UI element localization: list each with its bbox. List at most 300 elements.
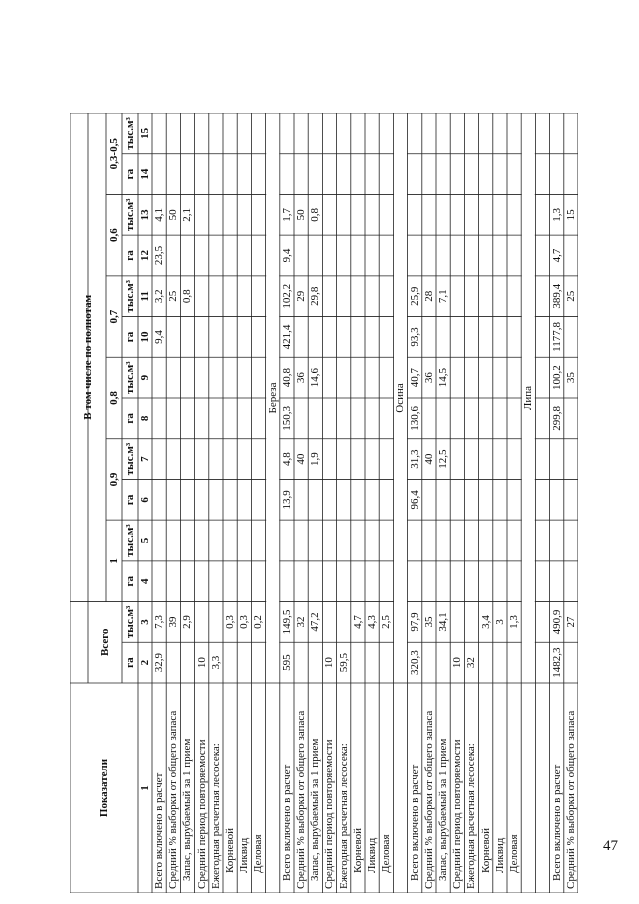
table-cell [564,317,578,358]
table-cell [337,113,351,154]
table-cell [223,276,237,317]
table-cell [564,561,578,602]
table-cell [195,561,209,602]
table-cell [166,479,180,520]
table-cell [237,154,251,195]
table-cell: 50 [167,209,180,221]
table-cell: 10 [195,657,208,669]
table-cell [507,357,521,398]
table-cell [507,317,521,358]
table-cell [195,317,209,358]
table-cell: 4,7 [550,248,563,263]
table-cell: 4,8 [280,452,293,466]
row-label: Ежегодная расчетная лесосека: [465,743,478,889]
table-cell [535,398,549,439]
table-cell [450,113,464,154]
table-cell [351,113,365,154]
table-cell [507,398,521,439]
table-cell: 4,7 [351,615,364,629]
table-cell [450,194,464,235]
table-cell: 1482,3 [550,647,563,678]
table-cell [209,357,223,398]
table-cell: 93,3 [408,327,421,347]
row-label: Средний % выборки от общего запаса [564,710,577,889]
table-cell [152,561,166,602]
table-cell [550,113,564,154]
table-cell [337,154,351,195]
table-cell: 28 [422,290,435,302]
table-cell [152,439,166,480]
row-label [535,685,549,889]
table-cell: 4,1 [153,207,165,222]
table-cell [535,194,549,235]
table-cell [464,357,478,398]
table-cell [337,357,351,398]
table-cell [564,154,578,195]
table-cell [308,561,322,602]
table-cell [166,113,180,154]
table-cell [379,561,393,602]
table-cell [237,113,251,154]
table-cell: 96,4 [408,490,421,510]
table-cell [251,398,265,439]
table-cell [493,194,507,235]
col-number-4: 4 [139,578,151,584]
table-cell [450,439,464,480]
table-cell [251,317,265,358]
table-cell [166,439,180,480]
table-cell [507,154,521,195]
table-cell [507,561,521,602]
col-number-7: 7 [139,456,151,462]
table-cell [237,317,251,358]
table-cell [450,479,464,520]
table-cell [166,520,180,561]
section-title: Липа [522,385,535,411]
col-number-6: 6 [139,497,151,503]
table-cell [166,154,180,195]
table-cell [365,276,379,317]
table-cell: 14,5 [437,368,449,388]
table-cell [223,398,237,439]
table-cell [351,520,365,561]
row-label: Корневой [351,827,364,873]
table-cell [535,520,549,561]
table-cell [195,194,209,235]
table-cell [322,561,336,602]
table-cell [493,113,507,154]
table-cell: 34,1 [437,612,449,632]
table-cell [223,561,237,602]
table-cell [280,154,294,195]
table-cell [337,520,351,561]
table-cell [365,194,379,235]
table-cell [450,561,464,602]
table-cell [223,357,237,398]
table-cell [550,439,564,480]
table-cell [308,520,322,561]
row-label: Запас, вырубаемый за 1 прием [437,738,449,881]
table-cell [422,520,436,561]
table-cell [351,357,365,398]
table-cell [337,561,351,602]
vol-unit: тыс.м³ [124,361,136,394]
table-cell [422,479,436,520]
table-cell [422,317,436,358]
table-cell [464,194,478,235]
table-cell [464,113,478,154]
row-label: Деловая [380,834,393,873]
row-label: Корневой [479,827,492,873]
table-cell [180,357,194,398]
table-cell [379,520,393,561]
table-cell [237,642,251,683]
forest-density-table [70,113,578,893]
table-cell [479,113,493,154]
table-cell: 1,9 [309,452,322,466]
table-cell [195,235,209,276]
table-cell [322,194,336,235]
table-cell: 10 [323,657,336,669]
table-cell: 35 [564,372,577,384]
table-cell [237,398,251,439]
row-label: Ликвид [366,837,378,873]
table-cell [436,520,450,561]
row-label: Средний % выборки от общего запаса [295,710,307,889]
table-cell [337,276,351,317]
table-cell [365,520,379,561]
table-cell [535,235,549,276]
table-cell [195,602,209,643]
table-cell: 59,5 [337,653,350,673]
table-cell [152,479,166,520]
table-cell [351,317,365,358]
table-cell [464,154,478,195]
table-cell [237,479,251,520]
table-cell [365,317,379,358]
table-cell [436,235,450,276]
table-cell: 35 [422,616,435,628]
table-cell [251,439,265,480]
table-cell [322,154,336,195]
table-cell: 389,4 [550,283,563,309]
col-number-9: 9 [139,374,151,381]
table-cell: 40,7 [408,368,421,388]
table-cell [535,561,549,602]
table-cell [479,561,493,602]
table-cell [322,439,336,480]
table-cell: 2,5 [380,615,393,629]
table-cell [251,642,265,683]
table-cell [337,235,351,276]
table-cell [493,235,507,276]
table-cell [308,398,322,439]
table-cell [493,479,507,520]
table-cell [479,479,493,520]
row-label: Ликвид [238,837,251,873]
table-rotation-frame [70,113,578,893]
ha-unit: га [124,250,136,261]
table-cell [479,439,493,480]
table-cell [436,642,450,683]
ha-unit: га [124,575,136,587]
table-cell [464,439,478,480]
table-cell [251,113,265,154]
table-cell [479,398,493,439]
row-label: Всего включено в расчет [153,772,165,889]
table-cell [237,520,251,561]
table-cell [535,154,549,195]
table-cell: 9,4 [280,248,293,263]
table-cell [237,235,251,276]
table-cell: 40 [422,453,435,465]
table-cell [450,520,464,561]
table-cell [479,520,493,561]
table-cell [294,317,308,358]
table-cell [237,561,251,602]
table-cell [180,113,194,154]
table-cell [365,439,379,480]
table-cell [408,235,422,276]
table-cell [237,194,251,235]
row-label: Средний период повторяемости [451,739,464,889]
indicators-header: Показатели [98,758,110,818]
table-cell [351,561,365,602]
table-cell: 40 [295,453,307,465]
table-cell [564,113,578,154]
table-cell [436,194,450,235]
table-cell [166,398,180,439]
table-cell [408,113,422,154]
density-label-4: 0,6 [108,228,120,243]
table-cell: 1177,8 [550,322,563,352]
table-cell [464,602,478,643]
table-cell [166,561,180,602]
table-cell [564,439,578,480]
table-cell [195,113,209,154]
table-cell [479,154,493,195]
row-label: Всего включено в расчет [280,764,293,881]
table-cell [479,317,493,358]
table-cell [436,561,450,602]
table-cell: 97,9 [408,612,421,632]
density-label-2: 0,8 [108,391,120,405]
table-cell [535,642,549,683]
table-cell [507,642,521,683]
table-cell [550,520,564,561]
col-number-1: 1 [139,785,151,791]
vol-unit: тыс.м³ [124,524,136,557]
table-cell [209,194,223,235]
table-cell [294,154,308,195]
table-cell [294,398,308,439]
table-cell: 25 [564,290,577,302]
table-cell [223,154,237,195]
table-cell [379,235,393,276]
table-cell [195,276,209,317]
col-number-5: 5 [139,537,151,544]
vol-unit: тыс.м³ [124,605,136,639]
table-cell [408,154,422,195]
table-cell [379,276,393,317]
table-cell [195,357,209,398]
table-cell [209,317,223,358]
table-cell [379,479,393,520]
table-cell [379,113,393,154]
row-label: Ежегодная расчетная лесосека: [337,743,350,889]
table-cell: 32 [465,657,478,669]
table-cell: 29 [295,290,307,302]
table-cell [337,479,351,520]
table-cell [166,357,180,398]
col-number-12: 12 [139,250,151,262]
by-density-header: В том числе по полнотам [82,294,94,420]
table-cell [209,113,223,154]
density-label-1: 0,9 [108,472,120,487]
table-cell [479,235,493,276]
table-cell: 25,9 [408,286,421,306]
table-cell [322,602,336,643]
table-cell [365,479,379,520]
table-cell: 23,5 [153,245,165,266]
vol-unit: тыс.м³ [124,442,136,476]
vol-unit: тыс.м³ [124,198,136,232]
col-number-11: 11 [139,291,151,302]
table-cell [507,235,521,276]
table-cell: 320,3 [408,650,421,676]
table-cell: 0,3 [238,615,251,629]
table-cell: 36 [422,372,435,384]
table-cell [507,194,521,235]
table-cell [152,154,166,195]
table-cell: 50 [295,209,307,221]
table-cell: 27 [564,616,577,628]
table-cell [180,398,194,439]
table-cell [493,439,507,480]
table-cell: 130,6 [408,406,421,431]
table-cell [209,520,223,561]
table-cell [450,602,464,643]
row-label: Средний % выборки от общего запаса [422,710,435,889]
row-label: Корневой [224,827,236,873]
table-cell [507,113,521,154]
table-cell: 150,3 [280,406,293,431]
table-cell [166,642,180,683]
density-label-0: 1 [108,558,120,564]
table-cell: 9,4 [153,330,165,344]
table-cell [152,113,166,154]
table-cell [564,520,578,561]
table-cell [535,357,549,398]
table-cell [365,398,379,439]
table-cell [351,398,365,439]
total-header: Всего [99,628,111,657]
table-cell [493,561,507,602]
row-label: Запас, вырубаемый за 1 прием [309,738,322,881]
table-cell [195,398,209,439]
table-cell: 1,7 [280,207,293,222]
table-cell [223,317,237,358]
table-cell [251,520,265,561]
section-title: Береза [266,382,279,414]
table-cell: 36 [295,372,307,384]
table-cell [422,154,436,195]
table-cell [379,154,393,195]
table-cell [337,317,351,358]
table-cell [280,520,294,561]
table-cell: 490,9 [550,609,563,635]
table-cell [436,113,450,154]
table-cell [408,561,422,602]
table-cell [379,317,393,358]
table-cell: 13,9 [280,490,293,510]
table-cell [223,113,237,154]
table-cell [251,561,265,602]
table-cell [408,520,422,561]
row-label: Средний % выборки от общего запаса [167,710,180,889]
table-cell [408,194,422,235]
table-cell [322,357,336,398]
table-cell [180,479,194,520]
density-label-3: 0,7 [108,309,120,324]
row-label: Ликвид [493,837,506,873]
table-cell [379,439,393,480]
table-cell [379,194,393,235]
table-cell [535,317,549,358]
table-cell [337,398,351,439]
table-cell: 0,8 [181,289,194,304]
table-cell: 421,4 [280,324,293,350]
table-cell [280,561,294,602]
table-cell [479,357,493,398]
table-cell [436,317,450,358]
table-cell [209,154,223,195]
table-cell [564,479,578,520]
table-cell [322,520,336,561]
table-cell: 7,1 [437,289,449,304]
table-cell [535,602,549,643]
table-cell: 0,8 [309,207,322,222]
table-cell [422,113,436,154]
table-cell [450,276,464,317]
table-cell: 32 [295,616,307,628]
table-cell [166,317,180,358]
table-cell [550,479,564,520]
table-cell [337,602,351,643]
vol-unit: тыс.м³ [124,280,136,313]
col-number-14: 14 [139,168,151,180]
table-cell [152,357,166,398]
table-cell [251,357,265,398]
table-cell [422,561,436,602]
table-cell [209,439,223,480]
table-cell [479,642,493,683]
row-label: Ежегодная расчетная лесосека: [209,743,222,889]
table-cell [422,398,436,439]
col-number-3: 3 [139,619,151,625]
table-cell [564,235,578,276]
table-cell [337,439,351,480]
table-cell [180,439,194,480]
table-cell: 299,8 [550,406,563,431]
table-cell [308,154,322,195]
table-cell [223,479,237,520]
table-cell: 31,3 [408,449,421,469]
table-cell [351,194,365,235]
table-cell [209,602,223,643]
table-cell [464,235,478,276]
table-cell [294,642,308,683]
